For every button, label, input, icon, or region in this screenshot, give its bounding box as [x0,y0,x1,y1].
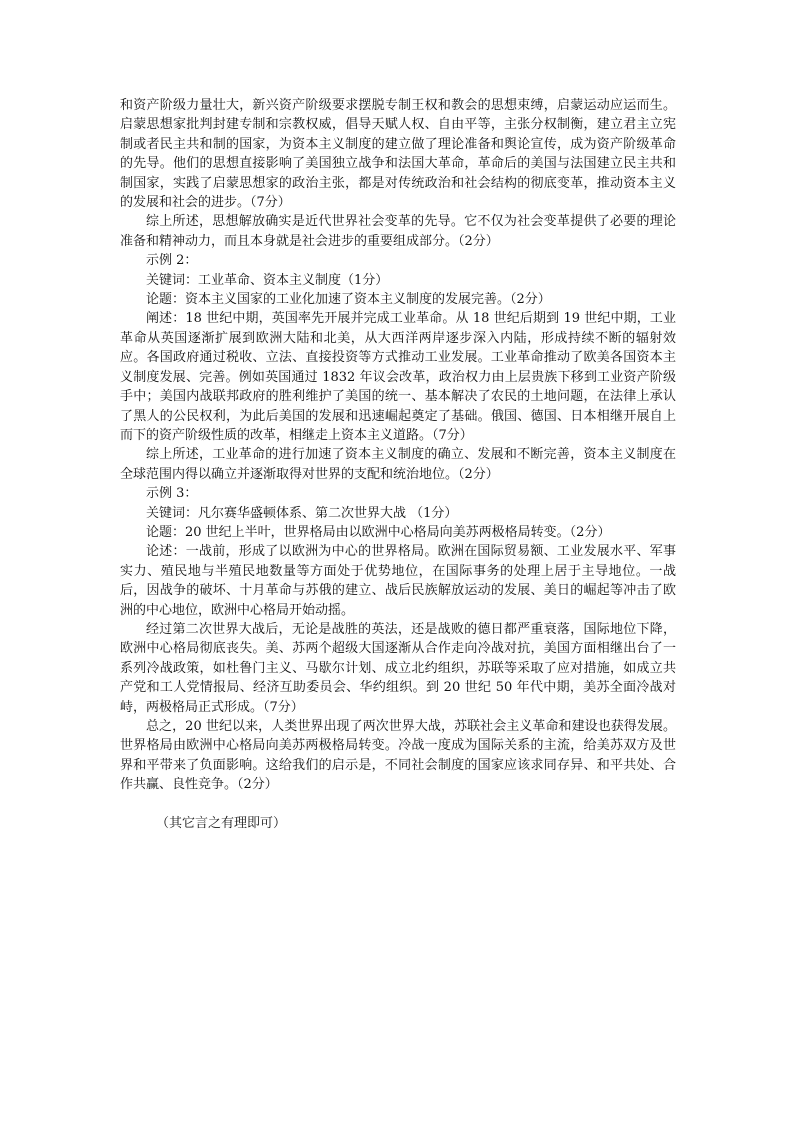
example-3-keywords: 关键词：凡尔赛华盛顿体系、第二次世界大战 （1分） [146,505,458,521]
example-3-argument-2: 经过第二次世界大战后，无论是战胜的英法，还是战败的德日都严重衰落，国际地位下降，欧洲中心格局彻底丧失。美、苏两个超级大国逐渐从合作走向冷战对抗，美国方面相继出台了一系列冷战政策，如杜鲁门主义、马歇尔计划、成立北约组织，苏联等采取了应对措施，如成立共产党和工人党情报局、经济互助委员会、华约组织。到 20 世纪 50 年代中期，美苏全面冷战对峙，两极格局正式形成。（7分） [120,621,676,715]
paragraph-enlightenment-analysis: 和资产阶级力量壮大，新兴资产阶级要求摆脱专制王权和教会的思想束缚，启蒙运动应运而生。启蒙思想家批判封建专制和宗教权威，倡导天赋人权、自由平等，主张分权制衡，建立君主立宪制或者民主共和制的国家，为资本主义制度的建立做了理论准备和舆论宣传，成为资产阶级革命的先导。他们的思想直接影响了美国独立战争和法国大革命，革命后的美国与法国建立民主共和制国家，实践了启蒙思想家的政治主张，都是对传统政治和社会结构的彻底变革，推动资本主义的发展和社会的进步。（7分） [120,98,676,211]
answer-text [120,96,676,833]
example-2-argument: 阐述：18 世纪中期，英国率先开展并完成工业革命。从 18 世纪后期到 19 世纪中期，工业革命从英国逐渐扩展到欧洲大陆和北美，从大西洋两岸逐步深入内陆，形成持续不断的辐射效应。各国政府通过税收、立法、直接投资等方式推动工业发展。工业革命推动了欧美各国资本主义制度发展、完善。例如英国通过 1832 年议会改革，政治权力由上层贵族下移到工业资产阶级手中；美国内战联邦政府的胜利维护了美国的统一、基本解决了农民的土地问题，在法律上承认了黑人的公民权利，为此后美国的发展和迅速崛起奠定了基础。俄国、德国、日本相继开展自上而下的资产阶级性质的改革，相继走上资本主义道路。（7分） [120,311,676,443]
example-3-thesis: 论题：20 世纪上半叶，世界格局由以欧洲中心格局向美苏两极格局转变。（2分） [146,524,611,540]
paragraph-conclusion-1: 综上所述，思想解放确实是近代世界社会变革的先导。它不仅为社会变革提供了必要的理论准备和精神动力，而且本身就是社会进步的重要组成部分。（2分） [120,214,676,249]
example-2-thesis: 论题：资本主义国家的工业化加速了资本主义制度的发展完善。（2分） [146,292,551,308]
example-2-conclusion: 综上所述，工业革命的进行加速了资本主义制度的确立、发展和不断完善，资本主义制度在全球范围内得以确立并逐渐取得对世界的支配和统治地位。（2分） [120,447,676,482]
example-3-conclusion: 总之，20 世纪以来，人类世界出现了两次世界大战，苏联社会主义革命和建设也获得发展。世界格局由欧洲中心格局向美苏两极格局转变。冷战一度成为国际关系的主流，给美苏双方及世界和平带来了负面影响。这给我们的启示是，不同社会制度的国家应该求同存异、和平共处、合作共赢、良性竞争。（2分） [120,719,676,793]
example-3-argument-1: 论述：一战前，形成了以欧洲为中心的世界格局。欧洲在国际贸易额、工业发展水平、军事实力、殖民地与半殖民地数量等方面处于优势地位，在国际事务的处理上居于主导地位。一战后，因战争的破坏、十月革命与苏俄的建立、战后民族解放运动的发展、美日的崛起等冲击了欧洲的中心地位，欧洲中心格局开始动摇。 [120,544,676,618]
example-3-heading: 示例 3： [146,486,198,502]
closing-note: （其它言之有理即可） [156,815,287,831]
example-2-heading: 示例 2： [146,253,198,269]
example-2-keywords: 关键词：工业革命、资本主义制度（1分） [146,272,389,288]
